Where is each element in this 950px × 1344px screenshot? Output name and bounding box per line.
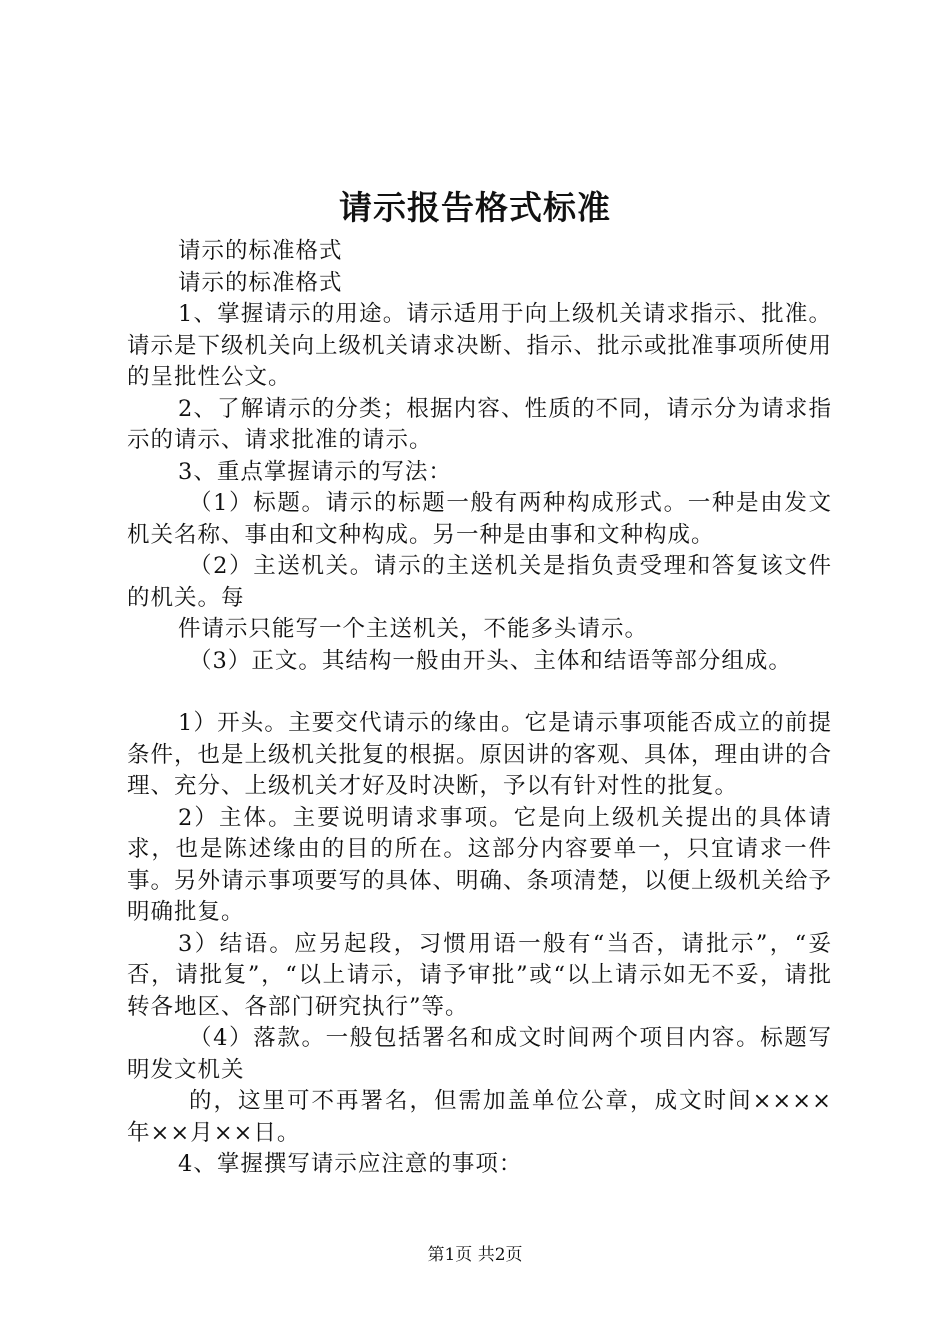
- paragraph-purpose: 1、掌握请示的用途。请示适用于向上级机关请求指示、批准。请示是下级机关向上级机关请求决断、指示、批示或批准事项所使用的呈批性公文。: [127, 301, 833, 390]
- paragraph-writing-method: 3、重点掌握请示的写法：: [178, 458, 452, 485]
- paragraph-recipient-section: （2）主送机关。请示的主送机关是指负责受理和答复该文件的机关。每: [127, 553, 832, 611]
- paragraph-categories: 2、了解请示的分类；根据内容、性质的不同，请示分为请求指示的请示、请求批准的请示。: [127, 395, 832, 453]
- blank-line: [127, 677, 832, 708]
- paragraph-subtitle-repeat: 请示的标准格式: [178, 269, 343, 296]
- paragraph-subtitle: 请示的标准格式: [178, 238, 343, 264]
- paragraph-closing: 3）结语。应另起段，习惯用语一般有“当否，请批示”，“妥否，请批复”，“以上请示，请予审批”或“以上请示如无不妥，请批转各地区、各部门研究执行”等。: [127, 930, 832, 1020]
- paragraph-signature-continued: 的，这里可不再署名，但需加盖单位公章，成文时间××××年××月××日。: [127, 1088, 832, 1146]
- paragraph-signature-section: （4）落款。一般包括署名和成文时间两个项目内容。标题写明发文机关: [127, 1025, 832, 1083]
- paragraph-body: 2）主体。主要说明请求事项。它是向上级机关提出的具体请求，也是陈述缘由的目的所在。这部分内容要单一，只宜请求一件事。另外请示事项要写的具体、明确、条项清楚，以便上级机关给予明确批复。: [127, 804, 833, 925]
- paragraph-recipient-continued: 件请示只能写一个主送机关，不能多头请示。: [178, 616, 649, 642]
- paragraph-title-section: （1）标题。请示的标题一般有两种构成形式。一种是由发文机关名称、事由和文种构成。另一种是由事和文种构成。: [127, 490, 832, 548]
- paragraph-notes: 4、掌握撰写请示应注意的事项：: [178, 1151, 523, 1177]
- document-body: [127, 236, 832, 1181]
- page-number: 第1页 共2页: [427, 1245, 523, 1265]
- document-title: 请示报告格式标准: [339, 188, 611, 227]
- paragraph-opening: 1）开头。主要交代请示的缘由。它是请示事项能否成立的前提条件，也是上级机关批复的根据。原因讲的客观、具体，理由讲的合理、充分、上级机关才好及时决断，予以有针对性的批复。: [127, 710, 833, 799]
- paragraph-main-text-section: （3）正文。其结构一般由开头、主体和结语等部分组成。: [189, 647, 792, 674]
